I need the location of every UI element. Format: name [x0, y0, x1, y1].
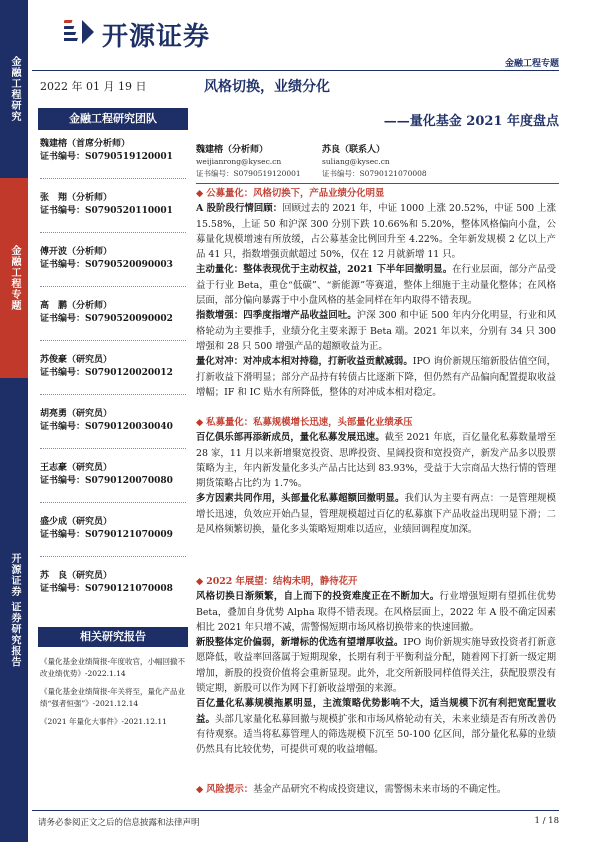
report-subtitle: ——量化基金 2021 年度盘点: [383, 114, 559, 129]
team-member: [40, 138, 173, 164]
paragraph: 量化对冲：对冲成本相对持稳，打新收益贡献减弱。IPO 询价新规压缩新股估值空间，打新收益下滑明显；部分产品持有转债占比逐渐下降，但仍然有产品偏向配置提取收益增幅；IF 和 IC 贴水有所降低，整体的对冲成本相对稳定。: [196, 356, 556, 398]
member-name: 王志豪（研究员）: [40, 463, 113, 473]
member-name: 傅开波（分析师）: [40, 247, 113, 257]
team-member: [40, 516, 173, 542]
body-section-1: [196, 186, 556, 400]
member-divider: [40, 232, 186, 233]
team-member: [40, 300, 173, 326]
body-section-2: [196, 415, 556, 537]
team-member: [40, 570, 173, 596]
member-divider: [40, 394, 186, 395]
member-name: 魏建榕（首席分析师）: [40, 139, 131, 149]
member-cert: 证书编号：S0790520090003: [40, 260, 173, 270]
member-divider: [40, 178, 186, 179]
member-cert: 证书编号：S0790520110001: [40, 206, 173, 216]
member-divider: [40, 556, 186, 557]
member-name: 张 翔（分析师）: [40, 193, 113, 203]
member-cert: 证书编号：S0790120070080: [40, 476, 173, 486]
footer-divider: [32, 810, 559, 811]
footer-disclaimer[interactable]: 请务必参阅正文之后的信息披露和法律声明: [38, 818, 200, 828]
analyst-email[interactable]: suliang@kysec.cn: [322, 157, 390, 166]
member-cert: 证书编号：S0790120030040: [40, 422, 173, 432]
team-member: [40, 192, 173, 218]
member-cert: 证书编号：S0790121070008: [40, 584, 173, 594]
team-member: [40, 408, 173, 434]
analyst-divider: [196, 183, 559, 184]
team-member: [40, 462, 173, 488]
related-header: 相关研究报告: [38, 627, 188, 647]
paragraph: 新股整体定价偏弱，新增标的优选有望增厚收益。IPO 询价新规实施导致投资者打新意愿降低，收益率回落属于短期现象，长期有利于平衡利益分配，随着网下打新一级定期增加，新股的投资价值将会重新显现。此外，北交所新股同样值得关注，获配股票没有锁定期，新股可以作为网下打新收益增强的来源。: [196, 637, 556, 695]
section-heading: 2022 年展望：结构未明，静待花开: [206, 576, 358, 587]
team-member: [40, 246, 173, 272]
member-name: 胡亮勇（研究员）: [40, 409, 113, 419]
member-divider: [40, 502, 186, 503]
paragraph: 风格切换日渐频繁，自上而下的投资难度正在不断加大。行业增强短期有望抓住优势 Beta，叠加自身优势 Alpha 取得不错表现。在风格层面上，2022 年 A 股不确定因素相比 2021 年只增不减，需警惕短期市场风格切换带来的快速回撤。: [196, 591, 556, 633]
page-number: 1 / 18: [534, 816, 559, 826]
side-tab-report: 开源证券 证券研究报告: [0, 378, 28, 842]
related-report-2[interactable]: 《量化基金业绩简报-年关将至，量化产品业绩“强者恒强”》-2021.12.14: [40, 687, 186, 708]
member-divider: [40, 340, 186, 341]
section-heading: 私募量化：私募规模增长迅速，头部量化业绩承压: [206, 417, 413, 428]
bullet-icon: ◆: [196, 417, 207, 428]
paragraph: 指数增强：四季度指增产品收益回吐。沪深 300 和中证 500 年内分化明显，行业和风格轮动为主要推手，业绩分化主要来源于 Beta 端。2021 年以来，分别有 34 只 300 增强和 28 只 500 增强产品的超额收益为正。: [196, 310, 556, 352]
analyst-2: [322, 144, 427, 180]
analyst-name: 魏建榕（分析师）: [196, 145, 269, 155]
related-report-1[interactable]: 《量化基金业绩简报-年度收官，小幅回撤不改业绩优势》-2022.1.14: [40, 657, 186, 678]
paragraph: 百亿量化私募规模拖累明显，主流策略优势影响不大，适当规模下沉有利把宽配置收益。头部几家量化私募回撤与规模扩张和市场风格轮动有关，未来业绩是否有所改善仍有待观察。适当将私募管理人的筛选规模下沉至 50-100 亿区间，部分量化私募的业绩仍然具有比较优势，可提供可观的收益增幅。: [196, 698, 556, 756]
body-section-3: [196, 574, 556, 758]
risk-warning: ◆ 风险提示：基金产品研究不构成投资建议，需警惕未来市场的不确定性。: [196, 784, 507, 795]
paragraph: 多方因素共同作用，头部量化私募超额回撤明显。我们认为主要有两点：一是管理规模增长迅速，负效应开始凸显，管理规模超过百亿的私募旗下产品收益出现明显下滑；二是风格频繁切换，量化多头策略短期难以适应，业绩回调程度加深。: [196, 493, 556, 536]
analyst-email[interactable]: weijianrong@kysec.cn: [196, 157, 282, 166]
analyst-1: [196, 144, 301, 180]
related-report-3[interactable]: 《2021 年量化大事件》-2021.12.11: [40, 717, 167, 726]
paragraph: 主动量化：整体表现优于主动权益，2021 下半年回撤明显。在行业层面，部分产品受益于行业 Beta，重仓“低碳”、“新能源”等赛道，整体上细施于主动量化整体；在风格层面，部分偏向暴露于中小盘风格的基金同样在年内取得不错表现。: [196, 264, 556, 307]
header-divider: [32, 70, 559, 71]
member-cert: 证书编号：S0790519120001: [40, 152, 173, 162]
member-divider: [40, 286, 186, 287]
company-logo-text: 开源证券: [102, 22, 211, 52]
section-heading: 公募量化：风格切换下，产品业绩分化明显: [206, 188, 385, 199]
member-name: 苏俊豪（研究员）: [40, 355, 113, 365]
paragraph: A 股阶段行情回顾：回顾过去的 2021 年，中证 1000 上涨 20.52%，中证 500 上涨 15.58%，上证 50 和沪深 300 分别下跌 10.66%和 5.20%，整体风格偏向小盘，公募量化规模增速有所放缓，占公募基金比例回升至 4.22%。全年新发规模 2 亿以上产品 41 只，指数增强贡献超过 50%，仅在 12 月就新增 11 只。: [196, 203, 556, 261]
analyst-name: 苏良（联系人）: [322, 145, 386, 155]
paragraph: 百亿俱乐部再添新成员，量化私募发展迅速。截至 2021 年底，百亿量化私募数量增至 28 家，11 月以来新增聚宽投资、思晔投资、星阔投资和宽投资产，新发产品多以股票策略为主，年内新发量化多头产品占比达到 83.93%，受益于大宗商品大热行情的管理期货策略占比约为 1.7%。: [196, 432, 556, 490]
side-tab-topic: 金融工程专题: [0, 178, 28, 378]
bullet-icon: ◆: [196, 784, 207, 795]
analyst-cert: 证书编号：S0790121070008: [322, 169, 427, 178]
report-date: 2022 年 01 月 19 日: [40, 80, 147, 93]
company-logo-icon: [64, 16, 96, 48]
bullet-icon: ◆: [196, 576, 207, 587]
bullet-icon: ◆: [196, 188, 207, 199]
member-name: 苏 良（研究员）: [40, 571, 113, 581]
member-cert: 证书编号：S0790120020012: [40, 368, 173, 378]
analyst-cert: 证书编号：S0790519120001: [196, 169, 301, 178]
member-name: 盛少成（研究员）: [40, 517, 113, 527]
member-name: 高 鹏（分析师）: [40, 301, 113, 311]
team-member: [40, 354, 173, 380]
member-cert: 证书编号：S0790520090002: [40, 314, 173, 324]
member-divider: [40, 448, 186, 449]
team-header: 金融工程研究团队: [38, 108, 188, 130]
report-category: 金融工程专题: [504, 59, 559, 69]
side-tab-research: 金融工程研究: [0, 0, 28, 178]
member-cert: 证书编号：S0790121070009: [40, 530, 173, 540]
report-title: 风格切换，业绩分化: [204, 79, 330, 95]
